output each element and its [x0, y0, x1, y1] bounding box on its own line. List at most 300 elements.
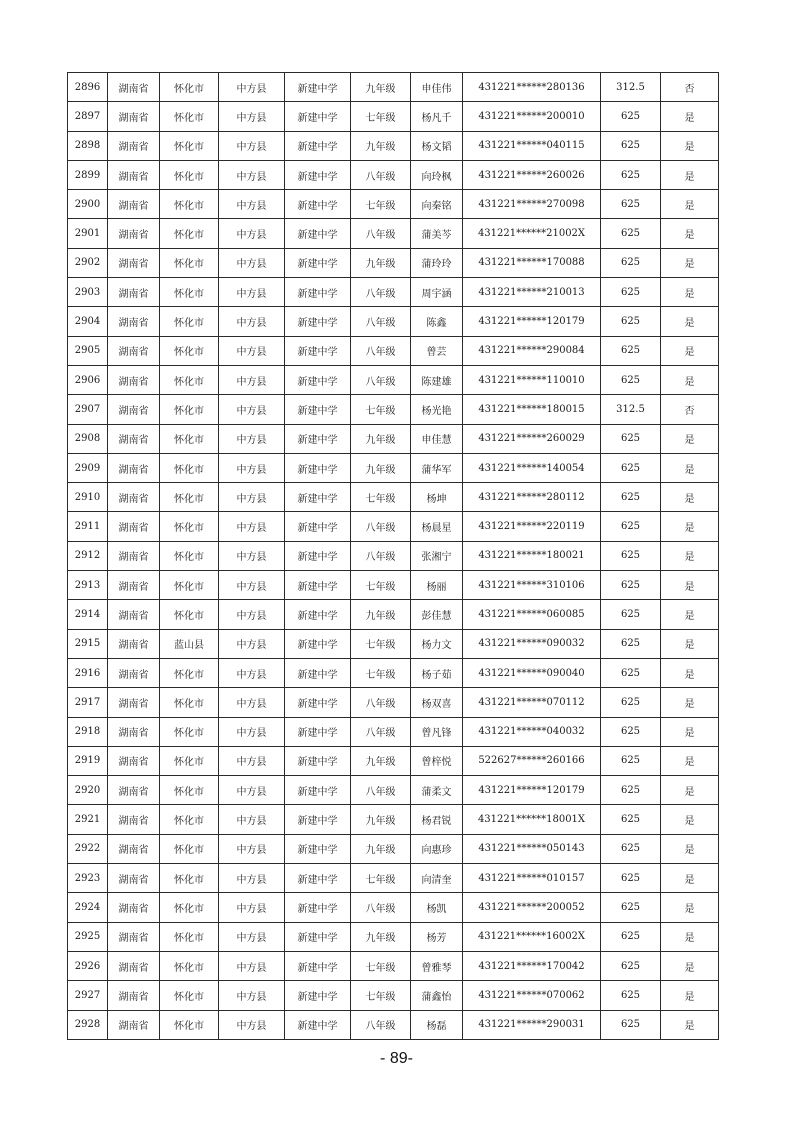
county-cell: 中方县	[219, 541, 285, 570]
amount-cell: 625	[601, 307, 661, 336]
id-number-cell: 431221******280112	[463, 483, 601, 512]
amount-cell: 625	[601, 453, 661, 482]
grade-cell: 九年级	[351, 73, 411, 102]
student-name-cell: 杨双喜	[411, 688, 463, 717]
school-cell: 新建中学	[285, 571, 351, 600]
eligible-cell: 是	[661, 483, 719, 512]
table-row	[68, 73, 719, 102]
student-roster-table	[67, 72, 719, 1040]
table-row	[68, 160, 719, 189]
id-number-cell: 431221******170088	[463, 248, 601, 277]
row-number-cell: 2912	[68, 541, 108, 570]
eligible-cell: 是	[661, 776, 719, 805]
row-number-cell: 2908	[68, 424, 108, 453]
eligible-cell: 是	[661, 453, 719, 482]
table-row	[68, 776, 719, 805]
row-number-cell: 2899	[68, 160, 108, 189]
province-cell: 湖南省	[108, 893, 160, 922]
table-row	[68, 658, 719, 687]
county-cell: 中方县	[219, 629, 285, 658]
county-cell: 中方县	[219, 453, 285, 482]
county-cell: 中方县	[219, 248, 285, 277]
province-cell: 湖南省	[108, 541, 160, 570]
amount-cell: 312.5	[601, 73, 661, 102]
amount-cell: 625	[601, 717, 661, 746]
grade-cell: 八年级	[351, 688, 411, 717]
eligible-cell: 是	[661, 981, 719, 1010]
province-cell: 湖南省	[108, 336, 160, 365]
grade-cell: 七年级	[351, 102, 411, 131]
school-cell: 新建中学	[285, 190, 351, 219]
county-cell: 中方县	[219, 219, 285, 248]
table-row	[68, 424, 719, 453]
eligible-cell: 是	[661, 278, 719, 307]
row-number-cell: 2901	[68, 219, 108, 248]
grade-cell: 七年级	[351, 629, 411, 658]
table-row	[68, 922, 719, 951]
table-row	[68, 336, 719, 365]
city-cell: 怀化市	[160, 864, 219, 893]
school-cell: 新建中学	[285, 541, 351, 570]
province-cell: 湖南省	[108, 1010, 160, 1039]
student-name-cell: 蒲玲玲	[411, 248, 463, 277]
table-row	[68, 864, 719, 893]
province-cell: 湖南省	[108, 365, 160, 394]
id-number-cell: 431221******120179	[463, 776, 601, 805]
amount-cell: 625	[601, 512, 661, 541]
student-name-cell: 蒲美芩	[411, 219, 463, 248]
province-cell: 湖南省	[108, 512, 160, 541]
county-cell: 中方县	[219, 102, 285, 131]
id-number-cell: 431221******290084	[463, 336, 601, 365]
eligible-cell: 否	[661, 395, 719, 424]
row-number-cell: 2927	[68, 981, 108, 1010]
table-row	[68, 131, 719, 160]
city-cell: 怀化市	[160, 395, 219, 424]
school-cell: 新建中学	[285, 864, 351, 893]
amount-cell: 625	[601, 864, 661, 893]
student-name-cell: 杨子茹	[411, 658, 463, 687]
county-cell: 中方县	[219, 600, 285, 629]
eligible-cell: 是	[661, 1010, 719, 1039]
amount-cell: 625	[601, 278, 661, 307]
table-row	[68, 219, 719, 248]
city-cell: 怀化市	[160, 219, 219, 248]
county-cell: 中方县	[219, 1010, 285, 1039]
student-name-cell: 曾芸	[411, 336, 463, 365]
school-cell: 新建中学	[285, 395, 351, 424]
amount-cell: 625	[601, 131, 661, 160]
student-name-cell: 陈建雄	[411, 365, 463, 394]
grade-cell: 九年级	[351, 922, 411, 951]
province-cell: 湖南省	[108, 629, 160, 658]
eligible-cell: 是	[661, 893, 719, 922]
province-cell: 湖南省	[108, 307, 160, 336]
grade-cell: 九年级	[351, 453, 411, 482]
student-name-cell: 曾雅琴	[411, 951, 463, 980]
table-row	[68, 717, 719, 746]
province-cell: 湖南省	[108, 219, 160, 248]
city-cell: 怀化市	[160, 365, 219, 394]
row-number-cell: 2923	[68, 864, 108, 893]
eligible-cell: 是	[661, 190, 719, 219]
id-number-cell: 431221******200052	[463, 893, 601, 922]
row-number-cell: 2926	[68, 951, 108, 980]
city-cell: 怀化市	[160, 834, 219, 863]
eligible-cell: 是	[661, 834, 719, 863]
county-cell: 中方县	[219, 893, 285, 922]
county-cell: 中方县	[219, 365, 285, 394]
school-cell: 新建中学	[285, 629, 351, 658]
table-row	[68, 248, 719, 277]
row-number-cell: 2903	[68, 278, 108, 307]
amount-cell: 625	[601, 541, 661, 570]
table-row	[68, 102, 719, 131]
city-cell: 怀化市	[160, 131, 219, 160]
province-cell: 湖南省	[108, 981, 160, 1010]
row-number-cell: 2897	[68, 102, 108, 131]
school-cell: 新建中学	[285, 248, 351, 277]
province-cell: 湖南省	[108, 834, 160, 863]
eligible-cell: 是	[661, 658, 719, 687]
eligible-cell: 是	[661, 951, 719, 980]
row-number-cell: 2919	[68, 746, 108, 775]
eligible-cell: 是	[661, 424, 719, 453]
school-cell: 新建中学	[285, 893, 351, 922]
grade-cell: 八年级	[351, 512, 411, 541]
school-cell: 新建中学	[285, 160, 351, 189]
school-cell: 新建中学	[285, 922, 351, 951]
city-cell: 怀化市	[160, 717, 219, 746]
school-cell: 新建中学	[285, 776, 351, 805]
province-cell: 湖南省	[108, 160, 160, 189]
grade-cell: 八年级	[351, 336, 411, 365]
table-row	[68, 453, 719, 482]
city-cell: 怀化市	[160, 922, 219, 951]
eligible-cell: 是	[661, 336, 719, 365]
amount-cell: 625	[601, 219, 661, 248]
id-number-cell: 431221******170042	[463, 951, 601, 980]
amount-cell: 625	[601, 951, 661, 980]
city-cell: 怀化市	[160, 805, 219, 834]
city-cell: 怀化市	[160, 981, 219, 1010]
student-name-cell: 杨光艳	[411, 395, 463, 424]
amount-cell: 625	[601, 365, 661, 394]
id-number-cell: 522627******260166	[463, 746, 601, 775]
id-number-cell: 431221******090040	[463, 658, 601, 687]
student-name-cell: 杨君锐	[411, 805, 463, 834]
amount-cell: 625	[601, 658, 661, 687]
table-row	[68, 746, 719, 775]
city-cell: 怀化市	[160, 307, 219, 336]
row-number-cell: 2915	[68, 629, 108, 658]
eligible-cell: 是	[661, 160, 719, 189]
amount-cell: 625	[601, 893, 661, 922]
table-row	[68, 395, 719, 424]
id-number-cell: 431221******070112	[463, 688, 601, 717]
eligible-cell: 是	[661, 629, 719, 658]
amount-cell: 625	[601, 102, 661, 131]
row-number-cell: 2917	[68, 688, 108, 717]
eligible-cell: 是	[661, 307, 719, 336]
school-cell: 新建中学	[285, 951, 351, 980]
id-number-cell: 431221******270098	[463, 190, 601, 219]
province-cell: 湖南省	[108, 688, 160, 717]
school-cell: 新建中学	[285, 834, 351, 863]
table-row	[68, 190, 719, 219]
city-cell: 怀化市	[160, 776, 219, 805]
city-cell: 怀化市	[160, 951, 219, 980]
city-cell: 怀化市	[160, 102, 219, 131]
id-number-cell: 431221******040115	[463, 131, 601, 160]
eligible-cell: 是	[661, 131, 719, 160]
county-cell: 中方县	[219, 278, 285, 307]
province-cell: 湖南省	[108, 190, 160, 219]
province-cell: 湖南省	[108, 600, 160, 629]
province-cell: 湖南省	[108, 424, 160, 453]
student-name-cell: 蒲华军	[411, 453, 463, 482]
id-number-cell: 431221******010157	[463, 864, 601, 893]
id-number-cell: 431221******18001X	[463, 805, 601, 834]
student-name-cell: 向玲枫	[411, 160, 463, 189]
eligible-cell: 是	[661, 541, 719, 570]
table-row	[68, 278, 719, 307]
grade-cell: 七年级	[351, 951, 411, 980]
student-name-cell: 杨晨星	[411, 512, 463, 541]
student-name-cell: 曾梓悦	[411, 746, 463, 775]
student-name-cell: 杨文韬	[411, 131, 463, 160]
county-cell: 中方县	[219, 805, 285, 834]
eligible-cell: 是	[661, 248, 719, 277]
eligible-cell: 是	[661, 512, 719, 541]
student-name-cell: 蒲柔文	[411, 776, 463, 805]
id-number-cell: 431221******180021	[463, 541, 601, 570]
id-number-cell: 431221******21002X	[463, 219, 601, 248]
table-row	[68, 571, 719, 600]
amount-cell: 625	[601, 190, 661, 219]
amount-cell: 625	[601, 834, 661, 863]
province-cell: 湖南省	[108, 248, 160, 277]
school-cell: 新建中学	[285, 805, 351, 834]
province-cell: 湖南省	[108, 805, 160, 834]
school-cell: 新建中学	[285, 981, 351, 1010]
county-cell: 中方县	[219, 73, 285, 102]
eligible-cell: 是	[661, 102, 719, 131]
city-cell: 蓝山县	[160, 629, 219, 658]
student-name-cell: 曾凡锋	[411, 717, 463, 746]
grade-cell: 八年级	[351, 219, 411, 248]
eligible-cell: 是	[661, 688, 719, 717]
id-number-cell: 431221******060085	[463, 600, 601, 629]
table-row	[68, 1010, 719, 1039]
eligible-cell: 是	[661, 922, 719, 951]
amount-cell: 625	[601, 981, 661, 1010]
county-cell: 中方县	[219, 424, 285, 453]
row-number-cell: 2907	[68, 395, 108, 424]
student-name-cell: 杨凡千	[411, 102, 463, 131]
county-cell: 中方县	[219, 717, 285, 746]
student-name-cell: 向惠珍	[411, 834, 463, 863]
grade-cell: 七年级	[351, 658, 411, 687]
student-name-cell: 杨磊	[411, 1010, 463, 1039]
eligible-cell: 是	[661, 600, 719, 629]
grade-cell: 九年级	[351, 600, 411, 629]
eligible-cell: 是	[661, 365, 719, 394]
id-number-cell: 431221******180015	[463, 395, 601, 424]
grade-cell: 八年级	[351, 776, 411, 805]
grade-cell: 八年级	[351, 1010, 411, 1039]
county-cell: 中方县	[219, 981, 285, 1010]
city-cell: 怀化市	[160, 571, 219, 600]
eligible-cell: 是	[661, 746, 719, 775]
row-number-cell: 2910	[68, 483, 108, 512]
row-number-cell: 2913	[68, 571, 108, 600]
row-number-cell: 2898	[68, 131, 108, 160]
grade-cell: 七年级	[351, 571, 411, 600]
county-cell: 中方县	[219, 190, 285, 219]
id-number-cell: 431221******200010	[463, 102, 601, 131]
row-number-cell: 2918	[68, 717, 108, 746]
amount-cell: 625	[601, 805, 661, 834]
province-cell: 湖南省	[108, 746, 160, 775]
row-number-cell: 2896	[68, 73, 108, 102]
province-cell: 湖南省	[108, 922, 160, 951]
row-number-cell: 2920	[68, 776, 108, 805]
amount-cell: 625	[601, 629, 661, 658]
id-number-cell: 431221******310106	[463, 571, 601, 600]
eligible-cell: 是	[661, 805, 719, 834]
amount-cell: 625	[601, 571, 661, 600]
county-cell: 中方县	[219, 307, 285, 336]
city-cell: 怀化市	[160, 248, 219, 277]
grade-cell: 七年级	[351, 190, 411, 219]
student-name-cell: 杨丽	[411, 571, 463, 600]
school-cell: 新建中学	[285, 746, 351, 775]
row-number-cell: 2928	[68, 1010, 108, 1039]
student-name-cell: 杨坤	[411, 483, 463, 512]
eligible-cell: 是	[661, 717, 719, 746]
school-cell: 新建中学	[285, 483, 351, 512]
student-name-cell: 彭佳慧	[411, 600, 463, 629]
school-cell: 新建中学	[285, 717, 351, 746]
student-name-cell: 杨芳	[411, 922, 463, 951]
school-cell: 新建中学	[285, 1010, 351, 1039]
student-name-cell: 向秦铭	[411, 190, 463, 219]
row-number-cell: 2902	[68, 248, 108, 277]
table-row	[68, 365, 719, 394]
county-cell: 中方县	[219, 922, 285, 951]
row-number-cell: 2916	[68, 658, 108, 687]
row-number-cell: 2922	[68, 834, 108, 863]
province-cell: 湖南省	[108, 73, 160, 102]
row-number-cell: 2900	[68, 190, 108, 219]
id-number-cell: 431221******220119	[463, 512, 601, 541]
student-name-cell: 杨凯	[411, 893, 463, 922]
county-cell: 中方县	[219, 864, 285, 893]
row-number-cell: 2925	[68, 922, 108, 951]
row-number-cell: 2924	[68, 893, 108, 922]
province-cell: 湖南省	[108, 776, 160, 805]
table-row	[68, 834, 719, 863]
school-cell: 新建中学	[285, 336, 351, 365]
student-name-cell: 陈鑫	[411, 307, 463, 336]
grade-cell: 七年级	[351, 981, 411, 1010]
id-number-cell: 431221******290031	[463, 1010, 601, 1039]
school-cell: 新建中学	[285, 453, 351, 482]
page-number: - 89-	[380, 1050, 413, 1067]
table-row	[68, 981, 719, 1010]
city-cell: 怀化市	[160, 453, 219, 482]
city-cell: 怀化市	[160, 746, 219, 775]
row-number-cell: 2914	[68, 600, 108, 629]
id-number-cell: 431221******090032	[463, 629, 601, 658]
grade-cell: 九年级	[351, 424, 411, 453]
table-row	[68, 541, 719, 570]
province-cell: 湖南省	[108, 571, 160, 600]
province-cell: 湖南省	[108, 102, 160, 131]
school-cell: 新建中学	[285, 102, 351, 131]
student-name-cell: 向清奎	[411, 864, 463, 893]
county-cell: 中方县	[219, 688, 285, 717]
row-number-cell: 2911	[68, 512, 108, 541]
grade-cell: 八年级	[351, 160, 411, 189]
row-number-cell: 2921	[68, 805, 108, 834]
table-row	[68, 483, 719, 512]
id-number-cell: 431221******210013	[463, 278, 601, 307]
id-number-cell: 431221******050143	[463, 834, 601, 863]
city-cell: 怀化市	[160, 278, 219, 307]
province-cell: 湖南省	[108, 717, 160, 746]
table-row	[68, 512, 719, 541]
amount-cell: 625	[601, 922, 661, 951]
school-cell: 新建中学	[285, 278, 351, 307]
amount-cell: 625	[601, 746, 661, 775]
school-cell: 新建中学	[285, 219, 351, 248]
province-cell: 湖南省	[108, 131, 160, 160]
grade-cell: 九年级	[351, 834, 411, 863]
county-cell: 中方县	[219, 571, 285, 600]
school-cell: 新建中学	[285, 131, 351, 160]
row-number-cell: 2904	[68, 307, 108, 336]
city-cell: 怀化市	[160, 190, 219, 219]
school-cell: 新建中学	[285, 73, 351, 102]
student-name-cell: 周宇涵	[411, 278, 463, 307]
county-cell: 中方县	[219, 395, 285, 424]
county-cell: 中方县	[219, 951, 285, 980]
id-number-cell: 431221******280136	[463, 73, 601, 102]
student-name-cell: 蒲鑫怡	[411, 981, 463, 1010]
county-cell: 中方县	[219, 131, 285, 160]
city-cell: 怀化市	[160, 658, 219, 687]
city-cell: 怀化市	[160, 1010, 219, 1039]
eligible-cell: 是	[661, 571, 719, 600]
school-cell: 新建中学	[285, 688, 351, 717]
county-cell: 中方县	[219, 512, 285, 541]
table-row	[68, 629, 719, 658]
eligible-cell: 否	[661, 73, 719, 102]
id-number-cell: 431221******110010	[463, 365, 601, 394]
county-cell: 中方县	[219, 160, 285, 189]
id-number-cell: 431221******040032	[463, 717, 601, 746]
county-cell: 中方县	[219, 776, 285, 805]
amount-cell: 625	[601, 688, 661, 717]
eligible-cell: 是	[661, 219, 719, 248]
amount-cell: 625	[601, 483, 661, 512]
province-cell: 湖南省	[108, 453, 160, 482]
student-name-cell: 申佳伟	[411, 73, 463, 102]
province-cell: 湖南省	[108, 951, 160, 980]
id-number-cell: 431221******260026	[463, 160, 601, 189]
